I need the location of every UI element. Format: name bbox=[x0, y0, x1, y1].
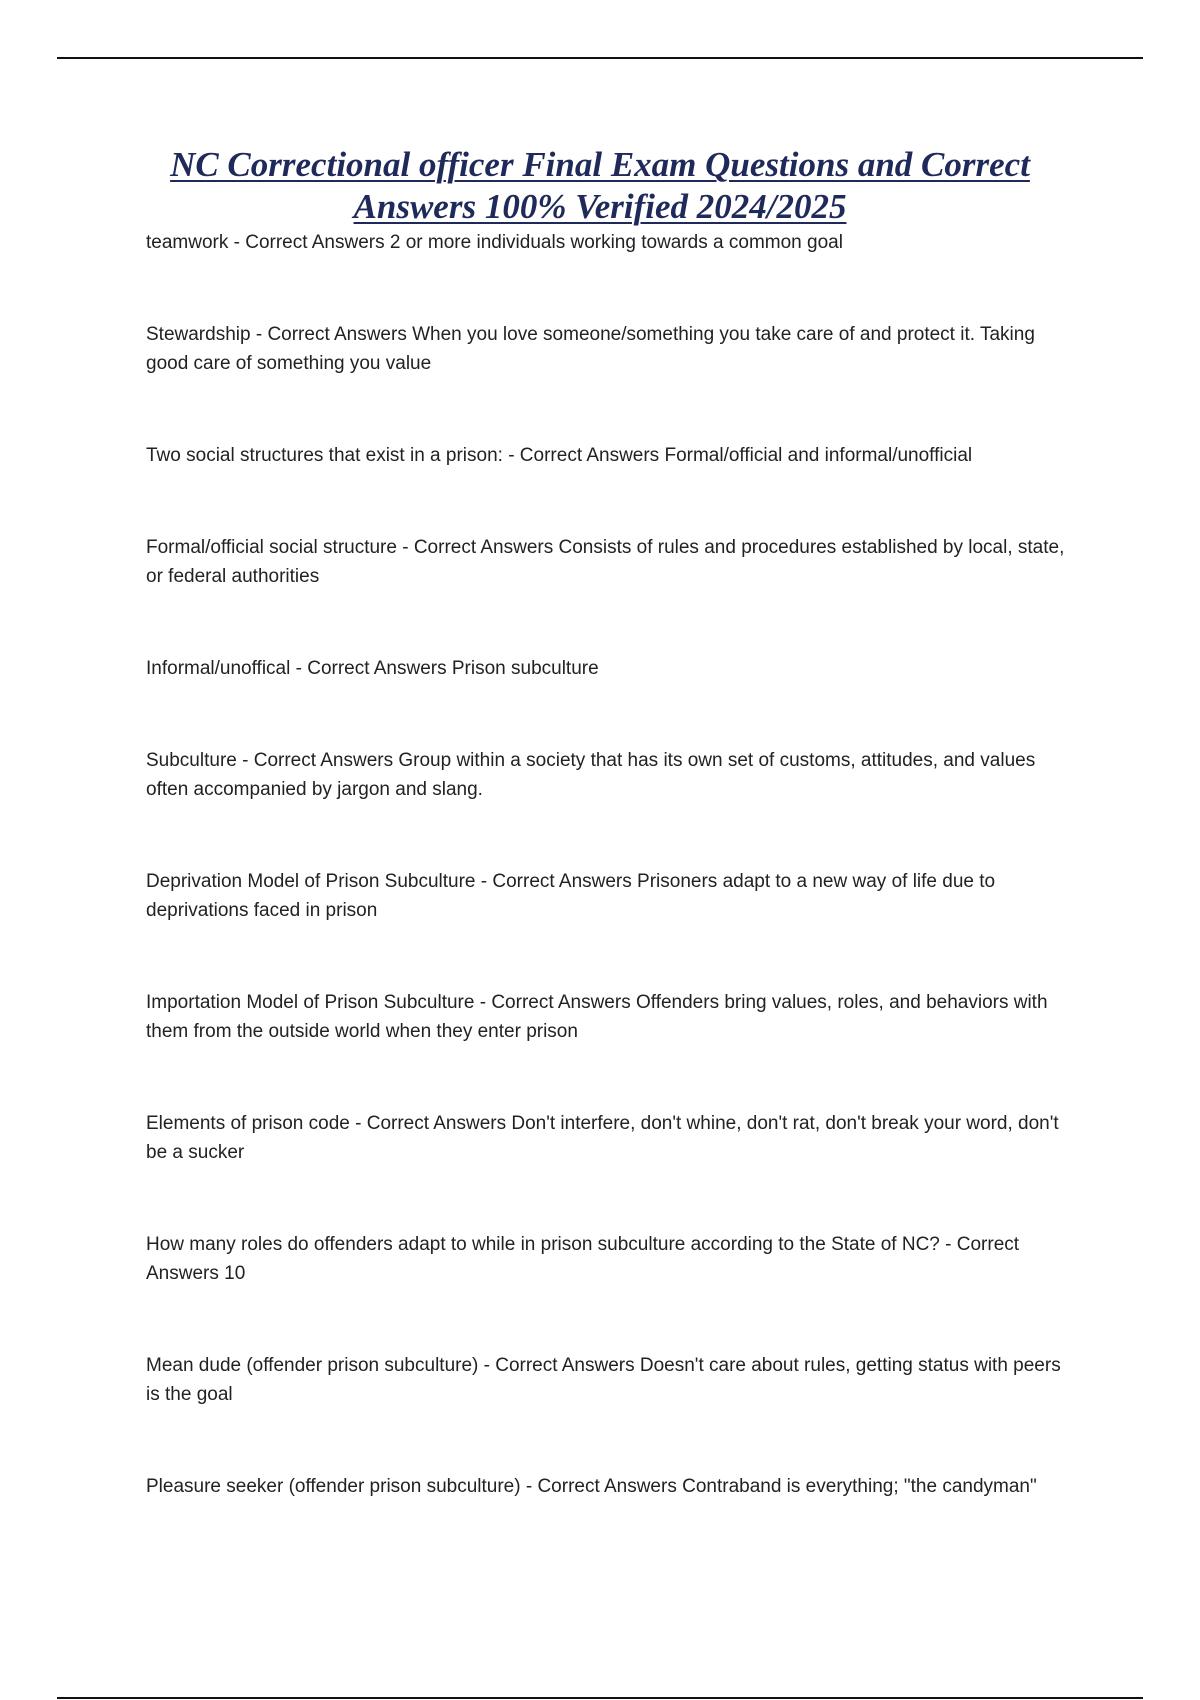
qa-item-stewardship: Stewardship - Correct Answers When you love someone/something you take care of and protect it. Taking good care of something you value bbox=[146, 324, 1035, 374]
qa-item-importation-model: Importation Model of Prison Subculture - Correct Answers Offenders bring values, roles, and behaviors with them from the outside world when they enter prison bbox=[146, 992, 1048, 1042]
qa-item-pleasure-seeker: Pleasure seeker (offender prison subculture) - Correct Answers Contraband is everything; "the candyman" bbox=[146, 1476, 1037, 1497]
qa-item-social-structures: Two social structures that exist in a prison: - Correct Answers Formal/official and informal/unofficial bbox=[146, 445, 973, 466]
qa-item-deprivation-model: Deprivation Model of Prison Subculture - Correct Answers Prisoners adapt to a new way of life due to deprivations faced in prison bbox=[146, 871, 996, 921]
qa-item-offender-roles: How many roles do offenders adapt to while in prison subculture according to the State of NC? - Correct Answers 10 bbox=[146, 1234, 1020, 1284]
header-rule bbox=[57, 57, 1143, 59]
qa-item-formal-structure: Formal/official social structure - Correct Answers Consists of rules and procedures established by local, state, or federal authorities bbox=[146, 537, 1065, 587]
footer-rule bbox=[57, 1697, 1143, 1699]
qa-item-prison-code: Elements of prison code - Correct Answers Don't interfere, don't whine, don't rat, don't break your word, don't be a sucker bbox=[146, 1113, 1059, 1163]
qa-item-informal-structure: Informal/unoffical - Correct Answers Prison subculture bbox=[146, 658, 599, 679]
document-title: NC Correctional officer Final Exam Questions and Correct Answers 100% Verified 2024/2025 bbox=[170, 145, 1030, 226]
qa-item-teamwork: teamwork - Correct Answers 2 or more individuals working towards a common goal bbox=[146, 232, 843, 253]
qa-item-subculture: Subculture - Correct Answers Group within a society that has its own set of customs, attitudes, and values often accompanied by jargon and slang. bbox=[146, 750, 1036, 800]
qa-item-mean-dude: Mean dude (offender prison subculture) - Correct Answers Doesn't care about rules, getting status with peers is the goal bbox=[146, 1355, 1061, 1405]
qa-list bbox=[146, 228, 1066, 1501]
